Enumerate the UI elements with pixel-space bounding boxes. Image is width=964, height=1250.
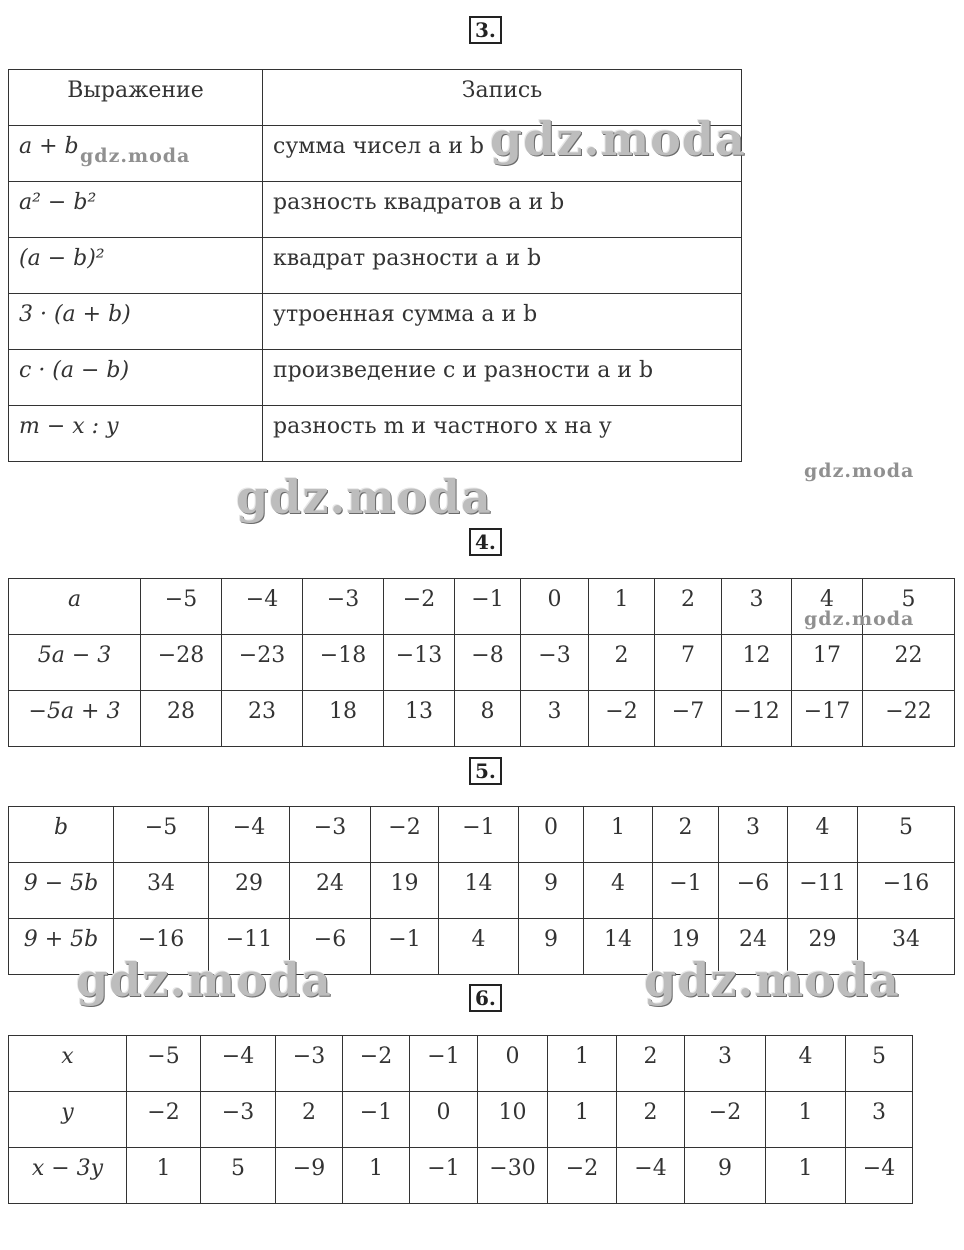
value-cell: −3: [521, 635, 589, 691]
value-cell: −5: [141, 579, 222, 635]
value-cell: 3: [685, 1036, 766, 1092]
task-6-table: [8, 1035, 913, 1204]
value-cell: 9: [519, 919, 584, 975]
value-cell: 3: [846, 1092, 913, 1148]
value-cell: 4: [766, 1036, 846, 1092]
value-cell: 1: [766, 1148, 846, 1204]
value-cell: 28: [141, 691, 222, 747]
task-4-table: [8, 578, 955, 747]
value-cell: −2: [589, 691, 655, 747]
value-cell: −1: [410, 1148, 478, 1204]
value-cell: −13: [384, 635, 455, 691]
value-cell: 1: [343, 1148, 410, 1204]
value-cell: 17: [792, 635, 863, 691]
value-cell: 2: [653, 807, 719, 863]
value-cell: 5: [858, 807, 955, 863]
watermark-logo: gdz.moda: [76, 953, 332, 1007]
task-5-table: [8, 806, 955, 975]
expression-cell: 3 · (a + b): [9, 294, 263, 350]
value-cell: 14: [584, 919, 653, 975]
value-cell: −1: [410, 1036, 478, 1092]
value-cell: 18: [303, 691, 384, 747]
watermark-logo-small: gdz.moda: [80, 145, 191, 167]
value-cell: −2: [548, 1148, 617, 1204]
value-cell: −4: [222, 579, 303, 635]
table-row: [9, 807, 955, 863]
value-cell: −28: [141, 635, 222, 691]
table-row: [9, 1092, 913, 1148]
value-cell: 1: [548, 1092, 617, 1148]
row-label-cell: −5a + 3: [9, 691, 141, 747]
task-6-number: 6.: [469, 984, 502, 1012]
row-label-cell: b: [9, 807, 114, 863]
expression-cell: m − x : y: [9, 406, 263, 462]
value-cell: −11: [788, 863, 858, 919]
value-cell: 2: [617, 1092, 685, 1148]
value-cell: 3: [521, 691, 589, 747]
header-notation: Запись: [263, 70, 742, 126]
value-cell: 5: [201, 1148, 276, 1204]
expression-cell: (a − b)²: [9, 238, 263, 294]
value-cell: −4: [846, 1148, 913, 1204]
task-4-number: 4.: [469, 528, 502, 556]
value-cell: 29: [209, 863, 290, 919]
value-cell: 14: [439, 863, 519, 919]
value-cell: 5: [846, 1036, 913, 1092]
value-cell: −12: [722, 691, 792, 747]
value-cell: 2: [617, 1036, 685, 1092]
value-cell: −16: [858, 863, 955, 919]
table-row: [9, 1036, 913, 1092]
value-cell: −11: [209, 919, 290, 975]
value-cell: 34: [114, 863, 209, 919]
header-expression: Выражение: [9, 70, 263, 126]
value-cell: −23: [222, 635, 303, 691]
value-cell: 3: [722, 579, 792, 635]
value-cell: 22: [863, 635, 955, 691]
value-cell: 24: [290, 863, 371, 919]
notation-cell: произведение c и разности a и b: [263, 350, 742, 406]
value-cell: 8: [455, 691, 521, 747]
value-cell: −2: [384, 579, 455, 635]
row-label-cell: a: [9, 579, 141, 635]
value-cell: 10: [478, 1092, 548, 1148]
value-cell: 23: [222, 691, 303, 747]
value-cell: −2: [127, 1092, 201, 1148]
value-cell: −6: [719, 863, 788, 919]
value-cell: −5: [114, 807, 209, 863]
value-cell: −18: [303, 635, 384, 691]
value-cell: −2: [371, 807, 439, 863]
expression-cell: c · (a − b): [9, 350, 263, 406]
value-cell: −1: [455, 579, 521, 635]
value-cell: 12: [722, 635, 792, 691]
value-cell: −2: [685, 1092, 766, 1148]
value-cell: 4: [792, 579, 863, 635]
value-cell: 1: [127, 1148, 201, 1204]
value-cell: 1: [766, 1092, 846, 1148]
value-cell: −22: [863, 691, 955, 747]
value-cell: −3: [290, 807, 371, 863]
watermark-logo: gdz.moda: [644, 953, 900, 1007]
value-cell: 2: [276, 1092, 343, 1148]
value-cell: −4: [209, 807, 290, 863]
notation-cell: сумма чисел a и b: [263, 126, 742, 182]
value-cell: 34: [858, 919, 955, 975]
value-cell: 0: [410, 1092, 478, 1148]
watermark-logo: gdz.moda: [236, 470, 492, 524]
value-cell: 2: [589, 635, 655, 691]
notation-cell: утроенная сумма a и b: [263, 294, 742, 350]
row-label-cell: 9 + 5b: [9, 919, 114, 975]
row-label-cell: 9 − 5b: [9, 863, 114, 919]
row-label-cell: y: [9, 1092, 127, 1148]
value-cell: 1: [548, 1036, 617, 1092]
value-cell: 5: [863, 579, 955, 635]
value-cell: 4: [788, 807, 858, 863]
table-row: [9, 1148, 913, 1204]
value-cell: 24: [719, 919, 788, 975]
value-cell: −1: [343, 1092, 410, 1148]
value-cell: 1: [589, 579, 655, 635]
watermark-logo: gdz.moda: [490, 112, 746, 166]
value-cell: −3: [303, 579, 384, 635]
value-cell: 9: [519, 863, 584, 919]
value-cell: −16: [114, 919, 209, 975]
value-cell: −9: [276, 1148, 343, 1204]
value-cell: 4: [584, 863, 653, 919]
watermark-logo-small: gdz.moda: [804, 608, 915, 630]
notation-cell: разность m и частного x на y: [263, 406, 742, 462]
value-cell: 19: [653, 919, 719, 975]
task-5-number: 5.: [469, 757, 502, 785]
table-row: [9, 635, 955, 691]
value-cell: −1: [439, 807, 519, 863]
value-cell: −4: [617, 1148, 685, 1204]
row-label-cell: 5a − 3: [9, 635, 141, 691]
value-cell: 19: [371, 863, 439, 919]
row-label-cell: x − 3y: [9, 1148, 127, 1204]
value-cell: 29: [788, 919, 858, 975]
value-cell: −30: [478, 1148, 548, 1204]
value-cell: 13: [384, 691, 455, 747]
expression-cell: a + b: [9, 126, 263, 182]
task-3-number: 3.: [469, 16, 502, 44]
value-cell: 0: [478, 1036, 548, 1092]
value-cell: 2: [655, 579, 722, 635]
value-cell: −4: [201, 1036, 276, 1092]
value-cell: 0: [521, 579, 589, 635]
notation-cell: квадрат разности a и b: [263, 238, 742, 294]
value-cell: 1: [584, 807, 653, 863]
value-cell: −2: [343, 1036, 410, 1092]
value-cell: 9: [685, 1148, 766, 1204]
value-cell: −5: [127, 1036, 201, 1092]
value-cell: −7: [655, 691, 722, 747]
table-row: [9, 863, 955, 919]
notation-cell: разность квадратов a и b: [263, 182, 742, 238]
table-row: [9, 691, 955, 747]
value-cell: −3: [201, 1092, 276, 1148]
value-cell: −6: [290, 919, 371, 975]
value-cell: 3: [719, 807, 788, 863]
value-cell: −8: [455, 635, 521, 691]
value-cell: 4: [439, 919, 519, 975]
value-cell: −1: [371, 919, 439, 975]
value-cell: 7: [655, 635, 722, 691]
value-cell: −3: [276, 1036, 343, 1092]
value-cell: 0: [519, 807, 584, 863]
row-label-cell: x: [9, 1036, 127, 1092]
expression-cell: a² − b²: [9, 182, 263, 238]
value-cell: −17: [792, 691, 863, 747]
value-cell: −1: [653, 863, 719, 919]
watermark-logo-small: gdz.moda: [804, 460, 915, 482]
